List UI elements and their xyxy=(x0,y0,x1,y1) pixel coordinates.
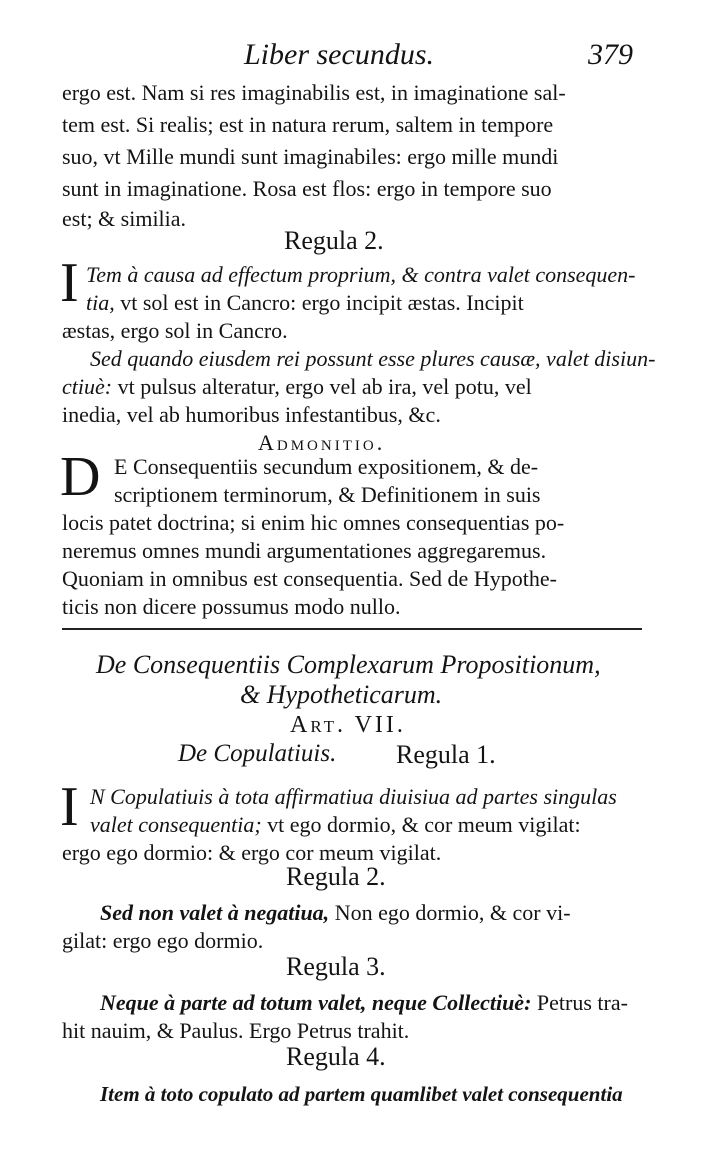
article-number: Art. VII. xyxy=(290,712,406,738)
text-line: Tem à causa ad effectum proprium, & contra valet consequen- xyxy=(86,262,636,287)
text-line: Sed non valet à negatiua, Non ego dormio, & cor vi- xyxy=(100,900,571,925)
drop-cap: I xyxy=(60,776,79,838)
text-line: hit nauim, & Paulus. Ergo Petrus trahit. xyxy=(62,1018,410,1043)
text-line: Item à toto copulato ad partem quamlibet valet consequentia xyxy=(100,1082,623,1106)
running-header-title: Liber secundus. xyxy=(244,38,434,71)
text-line: ticis non dicere possumus modo nullo. xyxy=(62,594,401,619)
rule-heading: Regula 1. xyxy=(396,740,496,769)
text-line: gilat: ergo ego dormio. xyxy=(62,928,264,953)
rule-heading: Regula 2. xyxy=(286,862,386,891)
rule-heading: Regula 3. xyxy=(286,952,386,981)
sub-title: De Copulatiuis. xyxy=(178,740,337,767)
rule-heading: Regula 2. xyxy=(284,226,384,255)
text-line: scriptionem terminorum, & Definitionem in suis xyxy=(114,482,541,507)
page-number: 379 xyxy=(588,38,633,71)
text-line: Sed quando eiusdem rei possunt esse plures causæ, valet disiun- xyxy=(90,346,656,371)
drop-cap: I xyxy=(60,252,79,314)
text-line: est; & similia. xyxy=(62,206,187,231)
section-divider xyxy=(62,628,642,630)
text-line: ctiuè: vt pulsus alteratur, ergo vel ab ira, vel potu, vel xyxy=(62,374,532,399)
text-line: valet consequentia; vt ego dormio, & cor meum vigilat: xyxy=(90,812,581,837)
text-line: suo, vt Mille mundi sunt imaginabiles: ergo mille mundi xyxy=(62,144,559,169)
rule-heading: Regula 4. xyxy=(286,1042,386,1071)
section-title: & Hypotheticarum. xyxy=(240,680,443,709)
text-line: E Consequentiis secundum expositionem, & de- xyxy=(114,454,539,479)
text-line: ergo ego dormio: & ergo cor meum vigilat. xyxy=(62,840,442,865)
text-line: Quoniam in omnibus est consequentia. Sed de Hypothe- xyxy=(62,566,557,591)
text-line: locis patet doctrina; si enim hic omnes consequentias po- xyxy=(62,510,565,535)
text-line: tem est. Si realis; est in natura rerum, saltem in tempore xyxy=(62,112,554,137)
text-line: sunt in imaginatione. Rosa est flos: ergo in tempore suo xyxy=(62,176,552,201)
text-line: inedia, vel ab humoribus infestantibus, &c. xyxy=(62,402,441,427)
text-line: ergo est. Nam si res imaginabilis est, in imaginatione sal- xyxy=(62,80,566,105)
text-line: N Copulatiuis à tota affirmatiua diuisiua ad partes singulas xyxy=(90,784,617,809)
text-line: æstas, ergo sol in Cancro. xyxy=(62,318,288,343)
text-line: tia, vt sol est in Cancro: ergo incipit æstas. Incipit xyxy=(86,290,524,315)
text-line: neremus omnes mundi argumentationes aggregaremus. xyxy=(62,538,547,563)
text-line: Neque à parte ad totum valet, neque Collectiuè: Petrus tra- xyxy=(100,990,628,1015)
section-title: De Consequentiis Complexarum Propositionum, xyxy=(96,650,601,679)
drop-cap: D xyxy=(60,446,101,508)
admonitio-heading: Admonitio. xyxy=(258,430,386,455)
